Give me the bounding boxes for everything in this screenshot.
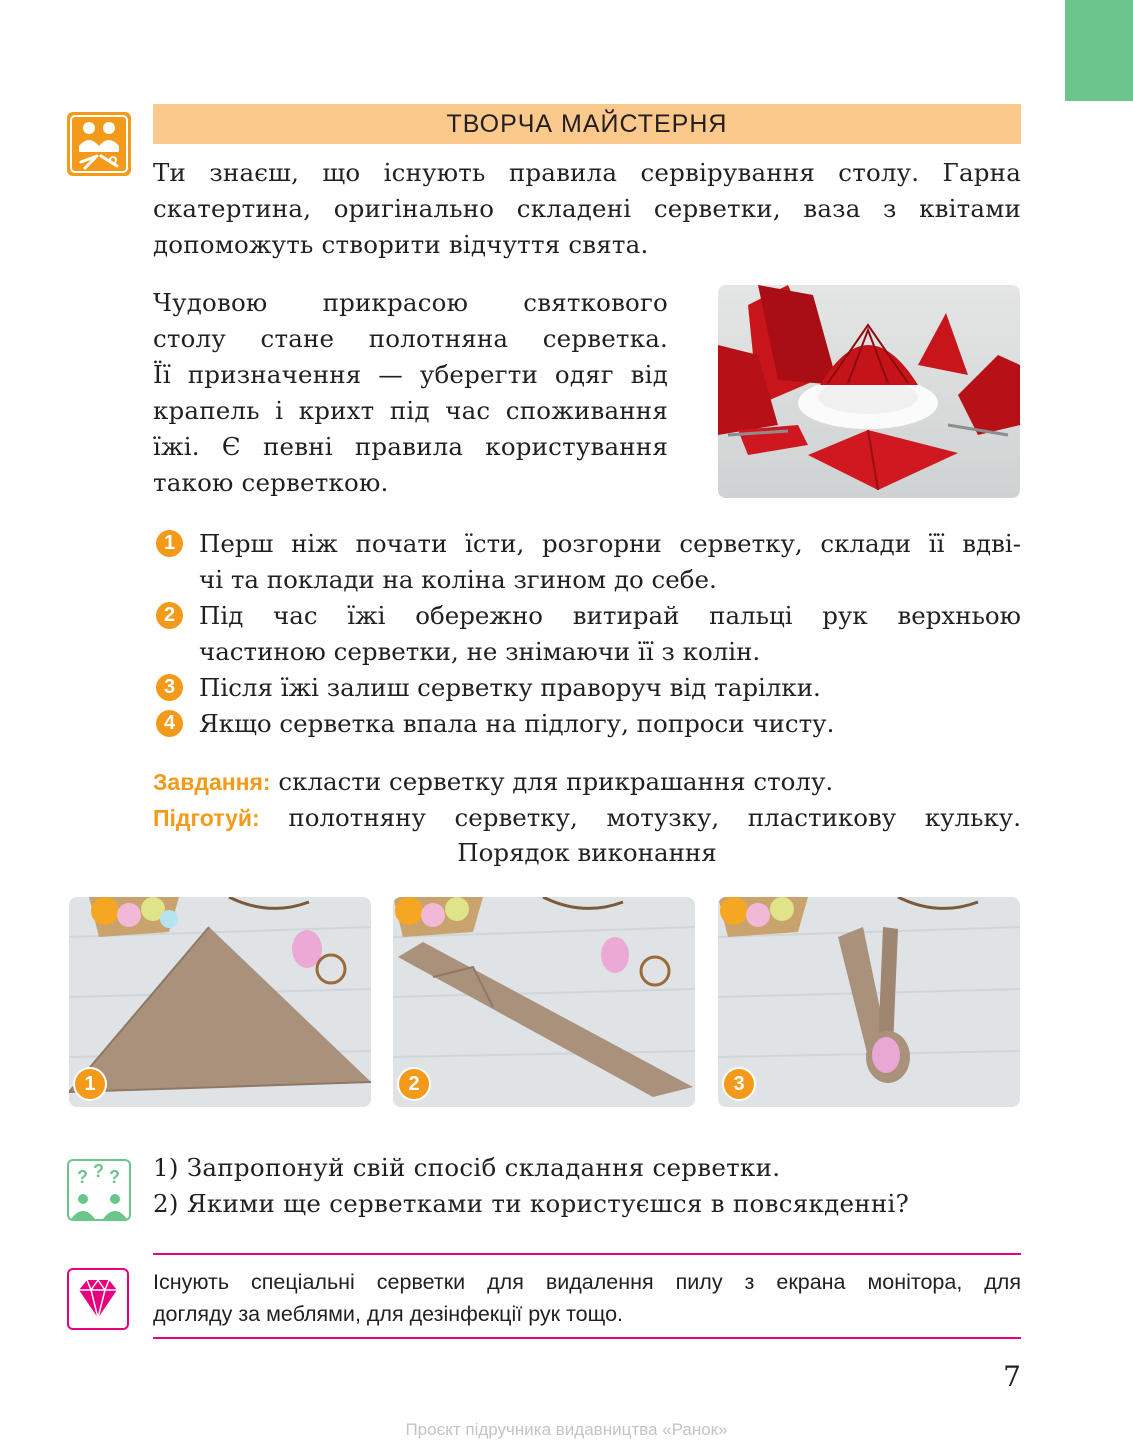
- rule-text: [199, 706, 1021, 742]
- rule-item: [153, 526, 1021, 598]
- rule-text: [199, 598, 1021, 670]
- rule-item: [153, 706, 1021, 742]
- text-line: скатертина, оригінально складені серветки, ваза з квітами: [153, 194, 1021, 223]
- question-1: 1) Запропонуй свій спосіб складання серветки.: [153, 1153, 781, 1182]
- task-text: скласти серветку для прикрашання столу.: [278, 767, 834, 796]
- svg-text:?: ?: [109, 1167, 120, 1187]
- number-badge: 3: [156, 674, 183, 701]
- red-napkins-photo: [718, 285, 1020, 498]
- step-badge: 3: [722, 1067, 756, 1101]
- text-line: їжі. Є певні правила користування: [153, 432, 668, 461]
- intro-paragraph: [153, 155, 1021, 263]
- diamond-icon: [67, 1268, 129, 1330]
- text-line: чі та поклади на коліна згином до себе.: [199, 565, 717, 594]
- prepare-label: Підготуй:: [153, 805, 260, 831]
- section-title: ТВОРЧА МАЙСТЕРНЯ: [153, 104, 1021, 144]
- step-photo-1: [69, 897, 371, 1107]
- text-line: частиною серветки, не знімаючи її з колін.: [199, 637, 761, 666]
- workshop-icon: [67, 112, 131, 176]
- footer-text: Проєкт підручника видавництва «Ранок»: [405, 1420, 728, 1439]
- text-line: Перш ніж почати їсти, розгорни серветку, склади її вдві-: [199, 529, 1021, 558]
- corner-tab: [1065, 0, 1133, 101]
- number-badge: 4: [156, 710, 183, 737]
- divider-top: [153, 1253, 1021, 1255]
- page-number: 7: [1003, 1360, 1021, 1393]
- discussion-icon: [67, 1159, 131, 1221]
- prepare-line: [153, 800, 1021, 836]
- text-line: Якщо серветка впала на підлогу, попроси чисту.: [199, 709, 835, 738]
- rule-item: [153, 598, 1021, 670]
- text-line: догляду за меблями, для дезінфекції рук тощо.: [153, 1302, 624, 1326]
- text-line: Під час їжі обережно витирай пальці рук верхньою: [199, 601, 1021, 630]
- text-line: такою серветкою.: [153, 468, 389, 497]
- text-line: столу стане полотняна серветка.: [153, 324, 668, 353]
- step-photo-3: [718, 897, 1020, 1107]
- order-title: Порядок виконання: [457, 838, 717, 867]
- prepare-text: полотняну серветку, мотузку, пластикову кульку.: [288, 803, 1021, 832]
- question-2: 2) Якими ще серветками ти користуєшся в повсякденні?: [153, 1189, 910, 1218]
- step-badge: 1: [73, 1067, 107, 1101]
- number-badge: 1: [156, 530, 183, 557]
- svg-text:?: ?: [93, 1161, 104, 1181]
- step-badge: 2: [397, 1067, 431, 1101]
- fact-text: [153, 1266, 1021, 1330]
- text-line: Чудовою прикрасою святкового: [153, 288, 668, 317]
- rule-text: [199, 526, 1021, 598]
- step-photo-2: [393, 897, 695, 1107]
- text-line: Ти знаєш, що існують правила сервірування столу. Гарна: [153, 158, 1021, 187]
- rule-item: [153, 670, 1021, 706]
- task-line: [153, 764, 1021, 800]
- number-badge: 2: [156, 602, 183, 629]
- text-line: Після їжі залиш серветку праворуч від тарілки.: [199, 673, 821, 702]
- napkin-paragraph: [153, 285, 668, 501]
- text-line: Її призначення — уберегти одяг від: [153, 360, 668, 389]
- text-line: Існують спеціальні серветки для видалення пилу з екрана монітора, для: [153, 1270, 1021, 1294]
- svg-text:?: ?: [77, 1167, 88, 1187]
- rule-text: [199, 670, 1021, 706]
- text-line: допоможуть створити відчуття свята.: [153, 230, 649, 259]
- task-label: Завдання:: [153, 769, 271, 795]
- text-line: крапель і крихт під час споживання: [153, 396, 668, 425]
- divider-bottom: [153, 1337, 1021, 1339]
